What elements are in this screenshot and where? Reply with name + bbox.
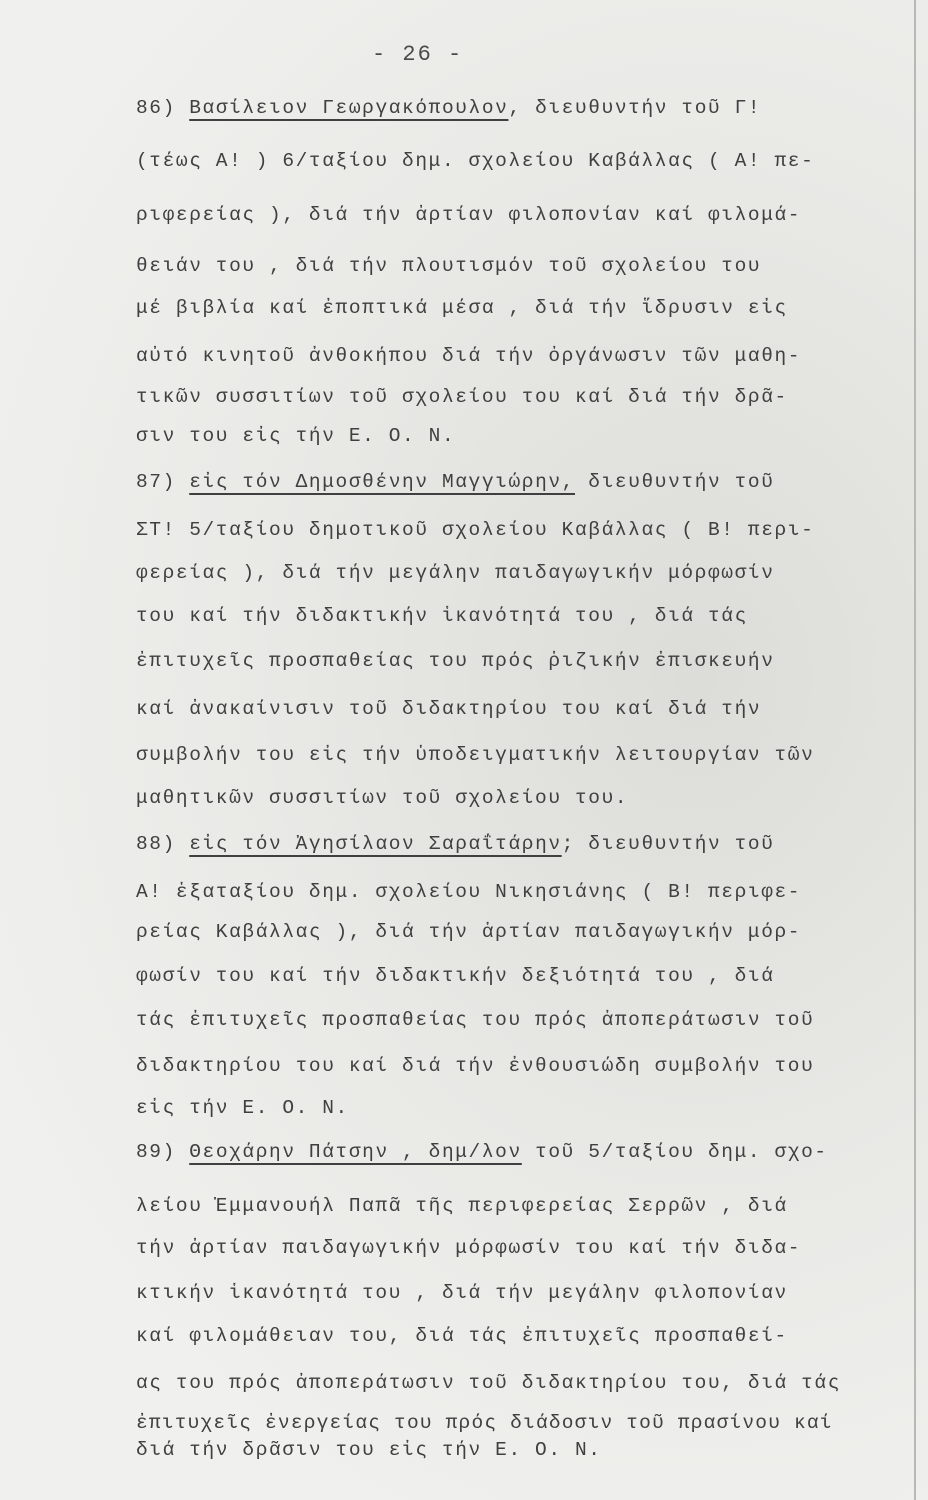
entry-89-line-4: καί φιλομάθειαν του, διά τάς ἐπιτυχεῖς προσπαθεί- (136, 1325, 788, 1347)
entry-88-line-0: ; διευθυντήν τοῦ (561, 833, 775, 855)
entry-87-first-line (136, 470, 775, 494)
entry-87-line-7: μαθητικῶν συσσιτίων τοῦ σχολείου του. (136, 787, 629, 809)
entry-88-number: 88) (136, 833, 176, 855)
entry-88-line-3: φωσίν του καί τήν διδακτικήν δεξιότητά του , διά (136, 965, 775, 987)
entry-86-line-3: θειάν του , διά τήν πλουτισμόν τοῦ σχολείου του (136, 255, 762, 277)
entry-87-line-1: ΣΤ! 5/ταξίου δημοτικοῦ σχολείου Καβάλλας ( Β! περι- (136, 519, 815, 541)
entry-88-first-line (136, 832, 775, 856)
entry-86-name: Βασίλειον Γεωργακόπουλον (189, 97, 509, 119)
page-edge (914, 0, 916, 1500)
entry-89-name: Θεοχάρην Πάτσην , δημ/λον (189, 1141, 522, 1163)
entry-88-line-6: εἰς τήν Ε. Ο. Ν. (136, 1097, 349, 1119)
entry-89-line-5: ας του πρός ἀποπεράτωσιν τοῦ διδακτηρίου του, διά τάς (136, 1372, 842, 1394)
entry-87-line-4: ἐπιτυχεῖς προσπαθείας του πρός ῥιζικήν ἐπισκευήν (136, 650, 775, 672)
entry-88-name: εἰς τόν Ἀγησίλαον Σαραΐτάρην (189, 833, 562, 855)
entry-86-line-1: (τέως Α! ) 6/ταξίου δημ. σχολείου Καβάλλας ( Α! πε- (136, 150, 815, 172)
entry-87-line-2: φερείας ), διά τήν μεγάλην παιδαγωγικήν μόρφωσίν (136, 562, 775, 584)
entry-87-line-6: συμβολήν του εἰς τήν ὑποδειγματικήν λειτουργίαν τῶν (136, 744, 815, 766)
entry-89-number: 89) (136, 1141, 176, 1163)
entry-87-line-5: καί ἀνακαίνισιν τοῦ διδακτηρίου του καί διά τήν (136, 698, 762, 720)
entry-89-line-3: κτικήν ἱκανότητά του , διά τήν μεγάλην φιλοπονίαν (136, 1282, 788, 1304)
page-number: - 26 - (372, 42, 464, 67)
entry-87-name: εἰς τόν Δημοσθένην Μαγγιώρην, (189, 471, 575, 493)
entry-89-line-1: λείου Ἐμμανουήλ Παπᾶ τῆς περιφερείας Σερρῶν , διά (136, 1195, 788, 1217)
entry-88-line-4: τάς ἐπιτυχεῖς προσπαθείας του πρός ἀποπεράτωσιν τοῦ (136, 1009, 815, 1031)
entry-86-line-5: αὐτό κινητοῦ ἀνθοκήπου διά τήν ὀργάνωσιν τῶν μαθη- (136, 345, 802, 367)
entry-88-line-5: διδακτηρίου του καί διά τήν ἐνθουσιώδη συμβολήν του (136, 1055, 815, 1077)
entry-88-line-1: Α! ἑξαταξίου δημ. σχολείου Νικησιάνης ( Β! περιφε- (136, 881, 802, 903)
entry-87-line-0: διευθυντήν τοῦ (574, 471, 775, 493)
entry-86-line-4: μέ βιβλία καί ἐποπτικά μέσα , διά τήν ἵδρυσιν εἰς (136, 297, 788, 319)
entry-89-first-line (136, 1140, 828, 1164)
entry-87-number: 87) (136, 471, 176, 493)
entry-87-line-3: του καί τήν διδακτικήν ἱκανότητά του , διά τάς (136, 605, 748, 627)
entry-88-line-2: ρείας Καβάλλας ), διά τήν ἀρτίαν παιδαγωγικήν μόρ- (136, 921, 802, 943)
entry-86-line-0: , διευθυντήν τοῦ Γ! (508, 97, 762, 119)
entry-89-line-6: ἐπιτυχεῖς ἐνεργείας του πρός διάδοσιν τοῦ πρασίνου καί (136, 1412, 833, 1434)
entry-86-first-line (136, 96, 761, 120)
entry-89-line-0: τοῦ 5/ταξίου δημ. σχο- (521, 1141, 828, 1163)
entry-86-number: 86) (136, 97, 176, 119)
entry-89-line-7: διά τήν δρᾶσιν του εἰς τήν Ε. Ο. Ν. (136, 1439, 602, 1461)
entry-86-line-6: τικῶν συσσιτίων τοῦ σχολείου του καί διά τήν δρᾶ- (136, 386, 788, 408)
entry-89-line-2: τήν ἀρτίαν παιδαγωγικήν μόρφωσίν του καί τήν διδα- (136, 1237, 802, 1259)
entry-86-line-2: ριφερείας ), διά τήν ἀρτίαν φιλοπονίαν καί φιλομά- (136, 204, 802, 226)
entry-86-line-7: σιν του εἰς τήν Ε. Ο. Ν. (136, 425, 456, 447)
